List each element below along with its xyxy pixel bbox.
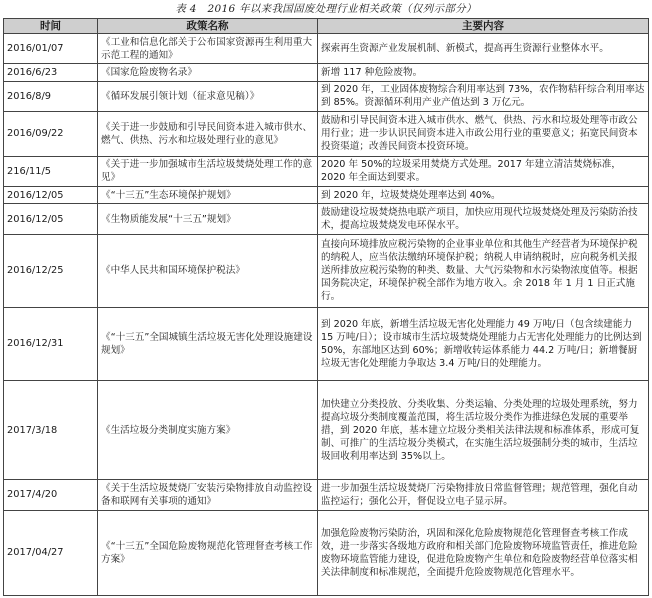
- cell-main-content: 加强危险废物污染防治，巩固和深化危险废物规范化管理督查考核工作成效，进一步落实各级地方政府和相关部门危险废物环境监管责任，推进危险废物环境监管能力建设，促进危险废物产生单位和危险废物经营单位落实相关法律制度和标准规范，全面提升危险废物规范化管理水平。: [318, 510, 649, 595]
- header-policy-name: 政策名称: [98, 19, 318, 34]
- cell-policy-name: 《“十三五”生态环境保护规划》: [98, 187, 318, 204]
- cell-policy-name: 《生活垃圾分类制度实施方案》: [98, 380, 318, 479]
- cell-main-content: 到 2020 年底，新增生活垃圾无害化处理能力 49 万吨/日（包含续建能力 15 万吨/日）；设市城市生活垃圾焚烧处理能力占无害化处理能力的比例达到 50%，东部地区达到 60%；新增收转运体系能力 44.2 万吨/日；新增餐厨垃圾无害化处理能力争取达 3.4 万吨/日的处理能力。: [318, 307, 649, 380]
- cell-policy-name: 《工业和信息化部关于公布国家资源再生利用重大示范工程的通知》: [98, 34, 318, 64]
- cell-main-content: 直接向环境排放应税污染物的企业事业单位和其他生产经营者为环境保护税的纳税人，应当依法缴纳环境保护税；纳税人申请纳税时，应向税务机关报送所排放应税污染物的种类、数量、大气污染物和水污染物浓度值等。根据国务院决定，环境保护税全部作为地方收入。余 2018 年 1 月 1 日正式施行。: [318, 234, 649, 307]
- cell-policy-name: 《国家危险废物名录》: [98, 64, 318, 81]
- cell-time: 2016/12/05: [4, 204, 98, 234]
- cell-time: 2017/4/20: [4, 480, 98, 510]
- cell-main-content: 2020 年 50%的垃圾采用焚烧方式处理。2017 年建立清洁焚烧标准，2020 年全面达到要求。: [318, 156, 649, 186]
- cell-main-content: 加快建立分类投放、分类收集、分类运输、分类处理的垃圾处理系统，努力提高垃圾分类制度覆盖范围，将生活垃圾分类作为推进绿色发展的重要举措，到 2020 年底，基本建立垃圾分类相关法律法规和标准体系，形成可复制、可推广的生活垃圾分类模式，在实施生活垃圾强制分类的城市，生活垃圾回收利用率达到 35%以上。: [318, 380, 649, 479]
- cell-policy-name: 《中华人民共和国环境保护税法》: [98, 234, 318, 307]
- cell-policy-name: 《“十三五”全国城镇生活垃圾无害化处理设施建设规划》: [98, 307, 318, 380]
- table-row: [4, 307, 649, 380]
- table-row: [4, 234, 649, 307]
- cell-policy-name: 《关于进一步鼓励和引导民间资本进入城市供水、燃气、供热、污水和垃圾处理行业的意见》: [98, 112, 318, 157]
- cell-main-content: 到 2020 年，工业固体废物综合利用率达到 73%，农作物秸秆综合利用率达到 85%。资源循环利用产业产值达到 3 万亿元。: [318, 81, 649, 111]
- cell-time: 2017/04/27: [4, 510, 98, 595]
- table-row: [4, 34, 649, 64]
- table-row: [4, 156, 649, 186]
- cell-time: 2016/01/07: [4, 34, 98, 64]
- cell-time: 2016/12/05: [4, 187, 98, 204]
- table-row: [4, 187, 649, 204]
- cell-main-content: 鼓励和引导民间资本进入城市供水、燃气、供热、污水和垃圾处理等市政公用行业；进一步认识民间资本进入市政公用行业的重要意义；拓宽民间资本投资渠道；改善民间资本投资环境。: [318, 112, 649, 157]
- cell-time: 216/11/5: [4, 156, 98, 186]
- header-time: 时间: [4, 19, 98, 34]
- cell-main-content: 探索再生资源产业发展机制、新模式，提高再生资源行业整体水平。: [318, 34, 649, 64]
- cell-policy-name: 《关于进一步加强城市生活垃圾焚烧处理工作的意见》: [98, 156, 318, 186]
- cell-main-content: 新增 117 种危险废物。: [318, 64, 649, 81]
- cell-main-content: 鼓励建设垃圾焚烧热电联产项目，加快应用现代垃圾焚烧处理及污染防治技术，提高垃圾焚烧发电环保水平。: [318, 204, 649, 234]
- cell-policy-name: 《“十三五”全国危险废物规范化管理督查考核工作方案》: [98, 510, 318, 595]
- table-row: [4, 81, 649, 111]
- policy-table: [3, 18, 649, 596]
- cell-policy-name: 《生物质能发展“十三五”规划》: [98, 204, 318, 234]
- cell-time: 2016/12/25: [4, 234, 98, 307]
- cell-policy-name: 《关于生活垃圾焚烧厂安装污染物排放自动监控设备和联网有关事项的通知》: [98, 480, 318, 510]
- cell-time: 2017/3/18: [4, 380, 98, 479]
- header-row: [4, 19, 649, 34]
- cell-time: 2016/12/31: [4, 307, 98, 380]
- cell-time: 2016/6/23: [4, 64, 98, 81]
- cell-time: 2016/09/22: [4, 112, 98, 157]
- table-row: [4, 64, 649, 81]
- table-caption: 表 4 2016 年以来我国固废处理行业相关政策（仅列示部分）: [175, 3, 477, 15]
- table-row: [4, 480, 649, 510]
- cell-main-content: 进一步加强生活垃圾焚烧厂污染物排放日常监督管理；规范管理，强化自动监控运行；强化公开，督促设立电子显示屏。: [318, 480, 649, 510]
- header-main-content: 主要内容: [318, 19, 649, 34]
- table-row: [4, 112, 649, 157]
- cell-policy-name: 《循环发展引领计划（征求意见稿）》: [98, 81, 318, 111]
- cell-time: 2016/8/9: [4, 81, 98, 111]
- table-row: [4, 510, 649, 595]
- cell-main-content: 到 2020 年，垃圾焚烧处理率达到 40%。: [318, 187, 649, 204]
- table-row: [4, 380, 649, 479]
- table-row: [4, 204, 649, 234]
